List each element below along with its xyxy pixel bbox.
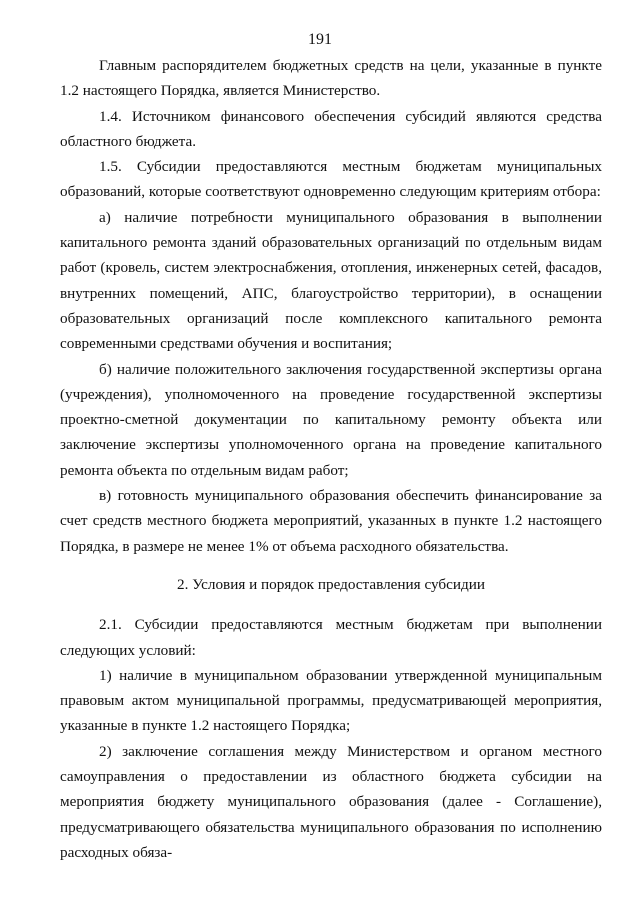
section-heading: 2. Условия и порядок предоставления субсидии <box>177 575 485 593</box>
paragraph-1-5-selection-criteria: 1.5. Субсидии предоставляются местным бюджетам муниципальных образований, которые соответствуют одновременно следующим критериям отбора: <box>60 158 602 201</box>
paragraph-2-1-conditions: 2.1. Субсидии предоставляются местным бюджетам при выполнении следующих условий: <box>60 616 602 659</box>
paragraph-condition-1: 1) наличие в муниципальном образовании утвержденной муниципальным правовым актом муниципальной программы, предусматривающей мероприятия, указанные в пункте 1.2 настоящего Порядка; <box>60 666 602 735</box>
paragraph-criterion-a: а) наличие потребности муниципального образования в выполнении капитального ремонта зданий образовательных организаций по отдельным видам работ (кровель, систем электроснабжения, отопления, инженерных сетей, фасадов, внутренних помещений, АПС, благоустройство территории), в оснащении образовательных организаций после комплексного капитального ремонта современными средствами обучения и воспитания; <box>60 208 602 353</box>
paragraph-main-administrator: Главным распорядителем бюджетных средств на цели, указанные в пункте 1.2 настоящего Порядка, является Министерство. <box>60 57 602 100</box>
paragraph-1-4-funding-source: 1.4. Источником финансового обеспечения субсидий являются средства областного бюджета. <box>60 107 602 150</box>
paragraph-criterion-v: в) готовность муниципального образования обеспечить финансирование за счет средств местного бюджета мероприятий, указанных в пункте 1.2 настоящего Порядка, в размере не менее 1% от объема расходного обязательства. <box>60 487 602 555</box>
page-number: 191 <box>308 31 332 48</box>
paragraph-condition-2: 2) заключение соглашения между Министерством и органом местного самоуправления о предоставлении из областного бюджета субсидии на мероприятия бюджету муниципального образования (далее - Соглашение), предусматривающего обязательства муниципального образования по исполнению расходных обяза- <box>60 742 602 861</box>
paragraph-criterion-b: б) наличие положительного заключения государственной экспертизы органа (учреждения), уполномоченного на проведение государственной экспертизы проектно-сметной документации по капитальному ремонту объекта или заключение экспертизы уполномоченного органа на проведение капитального ремонта объекта по отдельным видам работ; <box>60 360 602 479</box>
document-body <box>60 53 602 865</box>
